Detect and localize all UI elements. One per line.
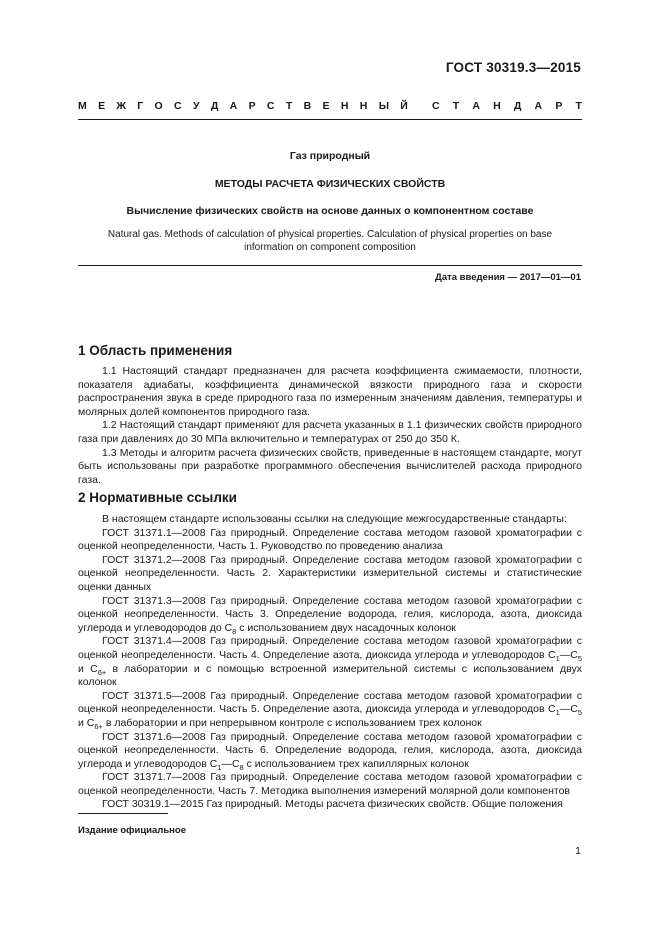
banner-letter: В [303,100,312,112]
standard-banner [78,100,582,112]
banner-letter: С [266,100,275,112]
banner-letter: Т [285,100,293,112]
subscript: 6+ [94,722,103,731]
reference-text: —С [559,703,578,716]
subscript: 8 [239,762,244,772]
reference-item [78,554,582,595]
section-2-body [78,513,582,812]
reference-text: ГОСТ 31371.7—2008 Газ природный. Определение состава методом газовой хроматографии с оценкой неопределенности. Часть 7. Методика выполнения измерений молярной доли компонентов [78,771,582,797]
banner-letter: Н [340,100,349,112]
paragraph-text: 1.3 Методы и алгоритм расчета физических свойств, приведенные в настоящем стандарте, могут быть использованы при разработке программного обеспечения вычислителей расхода природного газа. [78,446,582,486]
title-english: Natural gas. Methods of calculation of physical properties. Calculation of physical properties on base information on component composition [107,229,553,253]
banner-letter: А [534,100,543,112]
reference-text: в лаборатории и при непрерывном контроле с использованием трех колонок [102,716,482,729]
title-methods: МЕТОДЫ РАСЧЕТА ФИЗИЧЕСКИХ СВОЙСТВ [214,178,446,190]
reference-text: ГОСТ 31371.1—2008 Газ природный. Определение состава методом газовой хроматографии с оценкой неопределенности. Часть 1. Руководство по проведению анализа [78,526,582,553]
banner-word-standard [432,100,582,112]
banner-letter: У [192,100,200,112]
subscript: 1 [555,708,560,718]
reference-item [78,635,582,689]
banner-letter: А [229,100,238,112]
reference-item [78,771,582,798]
banner-letter: Е [98,100,106,112]
reference-text: и С [78,662,98,675]
banner-letter: Т [452,100,460,112]
reference-text: в лаборатории и с помощью встроенной измерительной системы с использованием двух колонок [78,662,582,689]
reference-text: ГОСТ 31371.4—2008 Газ природный. Определение состава методом газовой хроматографии с оценкой неопределенности. Часть 4. Определение азота, диоксида углерода и углеводородов С [78,635,582,661]
reference-text: ГОСТ 31371.3—2008 Газ природный. Определение состава методом газовой хроматографии с оценкой неопределенности. Часть 3. Определение водорода, гелия, кислорода, азота, диоксида углерода и углеводородов до С [78,594,582,634]
subscript: 6+ [97,667,107,677]
banner-letter: О [154,100,163,112]
banner-letter: Ы [378,100,389,112]
introduction-date: Дата введения — 2017—01—01 [435,272,581,283]
title-divider [78,265,582,266]
banner-letter: С [432,100,440,112]
paragraph-text: 1.2 Настоящий стандарт применяют для расчета указанных в 1.1 физических свойств природного газа при давлениях до 30 МПа включительно и температурах от 250 до 350 К. [78,419,582,445]
page-number: 1 [575,845,581,857]
banner-letter: Т [575,100,582,112]
reference-item [78,595,582,636]
section-2-heading: 2 Нормативные ссылки [78,490,237,505]
banner-letter: Е [322,100,330,112]
section-1-heading: 1 Область применения [78,343,233,358]
title-gas: Газ природный [289,150,371,162]
reference-item [78,527,582,554]
banner-letter: А [472,100,480,112]
reference-text: ГОСТ 31371.2—2008 Газ природный. Определение состава методом газовой хроматографии с оценкой неопределенности. Часть 2. Характеристики измерительной системы и статистические оценки данных [78,553,582,593]
banner-letter: С [174,100,182,112]
subscript: 8 [232,626,237,636]
subscript: 1 [555,654,560,664]
reference-text: ГОСТ 31371.5—2008 Газ природный. Определение состава методом газовой хроматографии с оценкой неопределенности. Часть 5. Определение азота, диоксида углерода и углеводородов С [78,689,582,716]
document-number: ГОСТ 30319.3—2015 [445,60,581,75]
section-1-body [78,365,582,487]
paragraph-1-2 [78,419,582,446]
reference-text: ГОСТ 30319.1—2015 Газ природный. Методы расчета физических свойств. Общие положения [102,798,563,811]
banner-letter: Й [400,100,408,112]
reference-text: —С [221,757,240,770]
references-intro [78,513,582,527]
title-calculation: Вычисление физических свойств на основе данных о компонентном составе [126,205,534,217]
reference-text: ГОСТ 31371.6—2008 Газ природный. Определение состава методом газовой хроматографии с оценкой неопределенности. Часть 6. Определение водорода, гелия, кислорода, азота, диоксида углерода и углеводородов С [78,730,582,770]
banner-letter: Д [513,100,522,112]
reference-item [78,798,582,812]
official-edition-label: Издание официальное [78,825,186,836]
reference-item [78,731,582,772]
subscript: 5 [577,654,582,664]
paragraph-1-3 [78,447,582,488]
reference-text: с использованием двух насадочных колонок [236,621,456,634]
banner-letter: Н [493,100,501,112]
top-divider [78,119,582,120]
banner-letter: Ж [116,100,126,112]
banner-letter: Р [555,100,563,112]
reference-text: с использованием трех капиллярных колонок [243,757,469,770]
reference-item [78,690,582,731]
subscript: 5 [577,708,582,718]
banner-word-interstate [78,100,408,112]
banner-letter: Р [248,100,256,112]
subscript: 1 [217,762,222,772]
paragraph-text: 1.1 Настоящий стандарт предназначен для расчета коэффициента сжимаемости, плотности, показателя адиабаты, коэффициента динамической вязкости природного газа и скорости распространения звука в среде природного газа по измеренным значениям давления, температуры и молярных долей компонентов природного газа. [78,365,582,418]
footer-divider [78,813,168,814]
reference-text: —С [559,648,578,661]
paragraph-text: В настоящем стандарте использованы ссылки на следующие межгосударственные стандарты: [102,513,567,525]
banner-letter: Г [137,100,144,112]
banner-letter: Д [210,100,219,112]
banner-letter: М [78,100,87,112]
reference-text: и С [78,716,95,729]
banner-letter: Н [359,100,368,112]
paragraph-1-1 [78,365,582,419]
